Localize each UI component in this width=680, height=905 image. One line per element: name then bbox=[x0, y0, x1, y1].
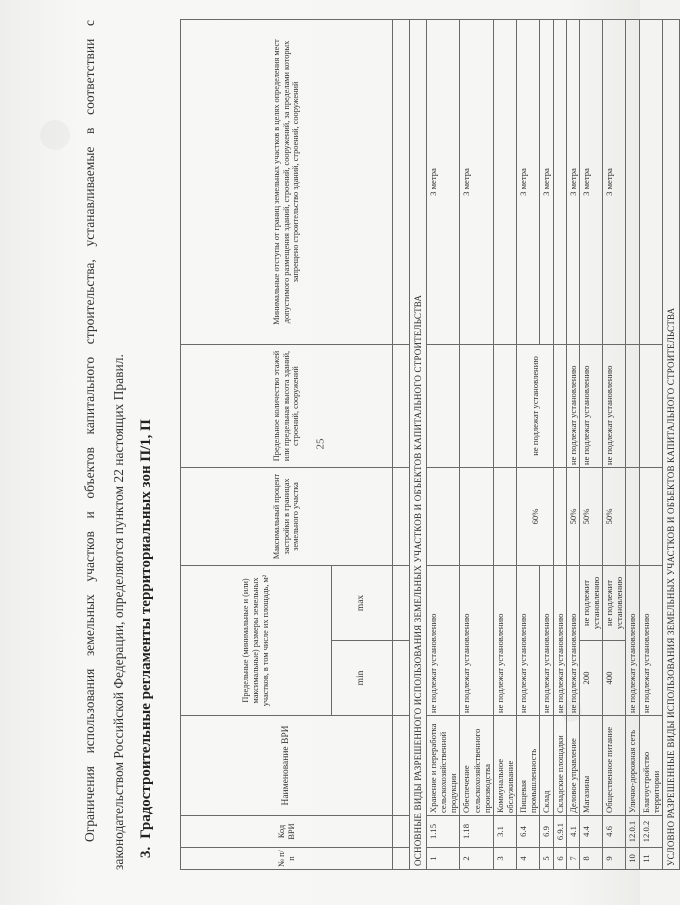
cell-num: 9 bbox=[603, 848, 626, 870]
cell-floors: не подлежат установлению bbox=[517, 344, 553, 467]
cell-code: 6.9.1 bbox=[553, 816, 566, 848]
cell-name: Складские площадки bbox=[553, 716, 566, 816]
cell-code: 12.0.1 bbox=[626, 816, 639, 848]
cell-num: 4 bbox=[517, 848, 540, 870]
cell-size: не подлежат установлению bbox=[626, 565, 639, 715]
cell-name: Обеспечение сельскохозяйственного производства bbox=[460, 716, 493, 816]
table-row bbox=[517, 19, 540, 869]
table-row bbox=[639, 19, 662, 869]
cell-name: Склад bbox=[540, 716, 553, 816]
regulations-table bbox=[180, 19, 680, 870]
cell-min: 200 bbox=[579, 641, 602, 716]
cell-num: 5 bbox=[540, 848, 553, 870]
section-number: 3. bbox=[138, 846, 154, 858]
header-name: Наименование ВРИ bbox=[181, 716, 393, 816]
cell-setback: 3 метра bbox=[460, 19, 493, 344]
table-header-row bbox=[181, 19, 332, 869]
header-max: max bbox=[332, 565, 393, 640]
cell-code: 6.9 bbox=[540, 816, 553, 848]
cell-size: не подлежат установлению bbox=[540, 565, 553, 715]
intro-paragraph: Ограничения использования земельных участков и объектов капитального строительства, устанавливаемые в соответствии с законодательством Российской Федерации, определяются пунктом 22 настоящих Правил. bbox=[82, 20, 126, 870]
header-setbacks: Минимальные отступы от границ земельных участков в целях определения мест допустимого размещения зданий, строений, сооружений, за пределами которых запрещено строительство зданий, строений, сооружений bbox=[181, 19, 393, 344]
header-code: Код ВРИ bbox=[181, 816, 393, 848]
cell-floors: не подлежат установлению bbox=[579, 344, 602, 467]
header-min: min bbox=[332, 641, 393, 716]
cell-code: 4.4 bbox=[579, 816, 602, 848]
rotated-content bbox=[75, 20, 676, 870]
header-size: Предельные (минимальные и (или) максимальные) размеры земельных участков, в том числе их площадь, м² bbox=[181, 565, 332, 715]
cell-num: 8 bbox=[579, 848, 602, 870]
section-title: Градостроительные регламенты территориальных зон П/1, П bbox=[138, 419, 154, 839]
cell-floors: не подлежат установлению bbox=[566, 344, 579, 467]
cell-name: Хранение и переработка сельскохозяйственной продукции bbox=[427, 716, 460, 816]
cell-code: 4.6 bbox=[603, 816, 626, 848]
cell-name: Улично-дорожная сеть bbox=[626, 716, 639, 816]
cell-size: не подлежат установлению bbox=[639, 565, 662, 715]
band-main-row bbox=[410, 19, 427, 869]
cell-name: Деловое управление bbox=[566, 716, 579, 816]
cell-max: не подлежит установлению bbox=[579, 565, 602, 640]
table-row bbox=[493, 19, 516, 869]
scan-stain bbox=[40, 120, 70, 150]
band-conditional-row bbox=[662, 19, 679, 869]
cell-num: 6 bbox=[553, 848, 566, 870]
cell-size: не подлежат установлению bbox=[566, 565, 579, 715]
table-row bbox=[427, 19, 460, 869]
cell-max: не подлежит установлению bbox=[603, 565, 626, 640]
cell-setback: 3 метра bbox=[603, 19, 626, 344]
cell-name: Коммунальное обслуживание bbox=[493, 716, 516, 816]
table-row bbox=[566, 19, 579, 869]
cell-code: 1.15 bbox=[427, 816, 460, 848]
page-number-text: 25 bbox=[314, 438, 326, 450]
cell-size: не подлежат установлению bbox=[427, 565, 460, 715]
cell-percent: 50% bbox=[579, 467, 602, 565]
band-main: ОСНОВНЫЕ ВИДЫ РАЗРЕШЕННОГО ИСПОЛЬЗОВАНИЯ ЗЕМЕЛЬНЫХ УЧАСТКОВ И ОБЪЕКТОВ КАПИТАЛЬНОГО СТРОИТЕЛЬСТВА bbox=[410, 19, 427, 869]
cell-size: не подлежат установлению bbox=[460, 565, 493, 715]
cell-setback: 3 метра bbox=[540, 19, 553, 344]
cell-setback: 3 метра bbox=[427, 19, 460, 344]
cell-name: Магазины bbox=[579, 716, 602, 816]
cell-setback: 3 метра bbox=[517, 19, 540, 344]
cell-num: 10 bbox=[626, 848, 639, 870]
cell-num: 3 bbox=[493, 848, 516, 870]
cell-percent: 60% bbox=[517, 467, 553, 565]
table-row bbox=[579, 19, 602, 869]
cell-percent: 50% bbox=[566, 467, 579, 565]
cell-size: не подлежат установлению bbox=[517, 565, 540, 715]
cell-num: 1 bbox=[427, 848, 460, 870]
cell-floors: не подлежат установлению bbox=[603, 344, 626, 467]
cell-size: не подлежат установлению bbox=[493, 565, 516, 715]
cell-name: Пищевая промышленность bbox=[517, 716, 540, 816]
section-heading bbox=[138, 28, 155, 858]
band-conditional: УСЛОВНО РАЗРЕШЕННЫЕ ВИДЫ ИСПОЛЬЗОВАНИЯ ЗЕМЕЛЬНЫХ УЧАСТКОВ И ОБЪЕКТОВ КАПИТАЛЬНОГО СТРОИТЕЛЬСТВА bbox=[662, 19, 679, 869]
cell-code: 4.1 bbox=[566, 816, 579, 848]
cell-num: 2 bbox=[460, 848, 493, 870]
cell-min: 400 bbox=[603, 641, 626, 716]
table-row bbox=[553, 19, 566, 869]
cell-setback: 3 метра bbox=[579, 19, 602, 344]
table-row bbox=[626, 19, 639, 869]
header-num: № п/п bbox=[181, 848, 393, 870]
cell-name: Общественное питание bbox=[603, 716, 626, 816]
cell-code: 1.18 bbox=[460, 816, 493, 848]
cell-size: не подлежат установлению bbox=[553, 565, 566, 715]
table-row bbox=[460, 19, 493, 869]
cell-setback: 3 метра bbox=[566, 19, 579, 344]
table-row bbox=[603, 19, 626, 869]
cell-code: 3.1 bbox=[493, 816, 516, 848]
cell-num: 7 bbox=[566, 848, 579, 870]
cell-name: Благоустройство территории bbox=[639, 716, 662, 816]
table-spacer-row bbox=[393, 19, 410, 869]
cell-code: 12.0.2 bbox=[639, 816, 662, 848]
header-percent: Максимальный процент застройки в границах земельного участка bbox=[181, 467, 393, 565]
cell-code: 6.4 bbox=[517, 816, 540, 848]
cell-num: 11 bbox=[639, 848, 662, 870]
cell-percent: 50% bbox=[603, 467, 626, 565]
header-floors: Предельное количество этажей или предельная высота зданий, строений, сооружений bbox=[181, 344, 393, 467]
